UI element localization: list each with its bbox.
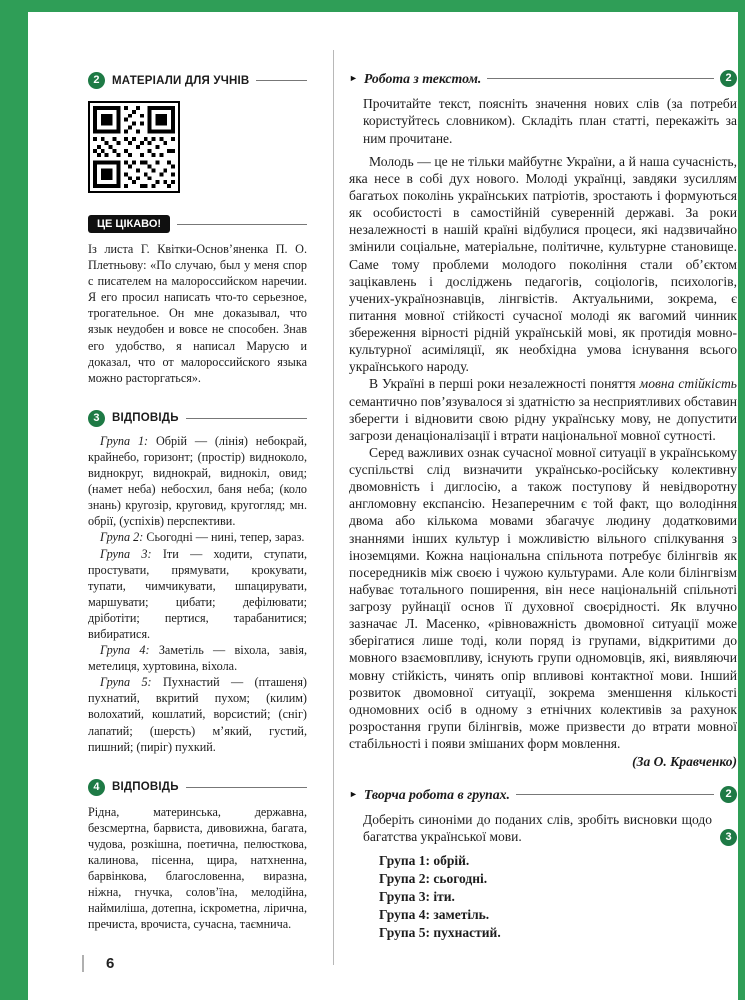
paragraph-1: Молодь — це не тільки майбутнє України, а й наша сучасність, яка несе в собі дух нового. Молоді українці, завдяки зусиллям багатьох поколінь українських патріотів, зростають і формуються як особистості в самостійній суверенній державі. За роки незалежності в нашій країні відбулися процеси, які надзвичайно змінили соціальне, матеріальне, політичне, культурне становище. Саме тому проблеми молодого покоління стали об’єктом зацікавлень і досліджень педагогів, соціологів, психологів, учених-українознавців, лінгвістів. Актуальними, зокрема, є питання мовної стійкості сучасної молоді як вагомий чинник збереження вірності рідній українській мові, як протидія мовно-культурної асиміляції, як необхідна умова існування всього українського народу.	[349, 153, 737, 375]
interesting-text: Із листа Г. Квітки-Основ’яненка П. О. Плетньову: «По случаю, был у меня спор с писателем на малороссийском наречии. Я его просил написать что-то серьезное, трогательное. Он мне доказывал, что язык неудобен и вовсе не способен. Знав его удобство, я написал Марусю и доказал, что от малороссийского языка можно расторгаться».	[88, 242, 307, 385]
answer3-header	[88, 410, 307, 427]
answer-group: Група 3: Іти — ходити, ступати, простувати, прямувати, крокувати, тупати, чимчикувати, шпацирувати, маршувати; цибати; дефілювати; дріботіти; пертися, тарабанитися; вибиратися.	[88, 546, 308, 641]
interesting-header	[88, 215, 307, 233]
qr-code-icon	[88, 101, 180, 193]
sidebar	[88, 72, 307, 932]
header-rule	[487, 78, 714, 79]
task2-instruction-badge: 3	[720, 829, 737, 846]
answer3-badge: 3	[88, 410, 105, 427]
answer4-title: ВІДПОВІДЬ	[112, 781, 179, 794]
answer4-header	[88, 779, 307, 796]
reading-text	[349, 153, 737, 752]
answer-group: Група 5: Пухнастий — (пташеня) пухнатий, вкритий пухом; (килим) волохатий, кошлатий, ворсистий; (сніг) лапатий; (шерсть) м’який, густий, пишний; (пиріг) пухкий.	[88, 675, 307, 754]
group-line: Група 4: заметіль.	[379, 906, 490, 922]
task2-instruction: Доберіть синоніми до поданих слів, зробіть висновки щодо багатства української мови.	[363, 812, 712, 845]
group-line: Група 5: пухнастий.	[379, 925, 501, 941]
materials-header	[88, 72, 307, 89]
triangle-marker-icon: ►	[349, 789, 358, 800]
materials-badge: 2	[88, 72, 105, 89]
task1-title: Робота з текстом.	[363, 70, 482, 86]
group-line: Група 2: сьогодні.	[379, 870, 488, 886]
answer-group: Група 2: Сьогодні — нині, тепер, зараз.	[100, 530, 305, 545]
header-rule	[256, 80, 307, 81]
header-rule	[177, 224, 307, 225]
answer3-groups	[88, 433, 307, 755]
group-line: Група 1: обрій.	[379, 852, 470, 868]
frame-right-bar	[738, 0, 745, 1000]
column-divider	[333, 50, 334, 965]
term-italic: мовна стійкість	[639, 376, 737, 392]
task2-section	[349, 786, 737, 942]
page-number: 6	[82, 955, 114, 972]
answer4-text: Рідна, материнська, державна, безсмертна, барвиста, дивовижна, багата, чудова, розкішна, поетична, пелюсткова, калинова, пісенна, щира, натхненна, барвінкова, благословенна, виразна, ніжна, гнучка, солов’їна, мелодійна, наймиліша, дотепна, іскрометна, лірична, пречиста, врочиста, сучасна, таємнича.	[88, 804, 307, 932]
task1-instruction: Прочитайте текст, поясніть значення нових слів (за потреби користуйтесь словником). Складіть план статті, перекажіть за ним прочитане.	[363, 96, 737, 146]
task1-badge: 2	[720, 70, 737, 87]
header-rule	[186, 787, 307, 788]
header-rule	[186, 418, 307, 419]
answer4-badge: 4	[88, 779, 105, 796]
answer3-title: ВІДПОВІДЬ	[112, 412, 179, 425]
paragraph-2: В Україні в перші роки незалежності поняття мовна стійкість семантично пов’язувалося зі здатністю за несприятливих обставин зберегти і відновити свою рідну українську мову, не допустити загрози денаціоналізації і втрати національної мовної сутності.	[349, 376, 737, 443]
task2-groups	[379, 852, 737, 942]
frame-top-bar	[0, 0, 745, 12]
answer-group: Група 4: Заметіль — віхола, завія, метелиця, хуртовина, віхола.	[88, 643, 308, 674]
main-column	[349, 70, 737, 942]
task1-header	[349, 70, 737, 87]
triangle-marker-icon: ►	[349, 73, 358, 83]
task2-header	[349, 786, 737, 803]
paragraph-3: Серед важливих ознак сучасної мовної ситуації в українському суспільстві слід визначити українсько-російську колективну двомовність і диглосію, а також поступову й невідворотну англомовну експансію. Незаперечним є той факт, що володіння двома або кількома мовами збагачує людину додатковими знаннями інших культур і можливістю вільного спілкування з іноземцями. Кожна національна спільнота потребує білінгвів як посередників між своєю і чужою культурами. Але коли білінгвізм набуває тотального поширення, він несе національній спільноті загрозу руйнації основ її духовної своєрідності. Як влучно зазначає Л. Масенко, «рівноважність двомовної ситуації може зберігатися лише тоді, коли поряд із групами, відкритими до мовного взаємовпливу, існують групи одномовців, які, виявляючи мовну стійкість, чинять опір впливові контактної мови. Інший розвиток двомовної ситуації, зокрема зменшення кількості одномовних осіб в одному з етнічних колективів за рахунок розростання групи білінгвів, може призвести до втрати мовної стабільності і появи змішаних форм мовлення.	[349, 444, 737, 752]
answer-group: Група 1: Обрій — (лінія) небокрай, крайнебо, горизонт; (простір) видноколо, виднокруг, виднокрай, виднокіл, овид; (намет неба) небосхил, баня неба; (коло знань) кругозір, круговид, кругогляд; мн. обрії, (успіхів) перспективи.	[88, 433, 308, 529]
task2-badge: 2	[720, 786, 737, 803]
group-line: Група 3: іти.	[379, 888, 455, 904]
task2-title: Творча робота в групах.	[363, 786, 510, 802]
attribution: (За О. Кравченко)	[632, 754, 737, 770]
frame-left-bar	[0, 0, 28, 1000]
interesting-title: ЦЕ ЦІКАВО!	[88, 215, 170, 233]
header-rule	[516, 794, 714, 795]
materials-title: МАТЕРІАЛИ ДЛЯ УЧНІВ	[112, 74, 250, 87]
task2-instruction-row	[363, 811, 737, 846]
